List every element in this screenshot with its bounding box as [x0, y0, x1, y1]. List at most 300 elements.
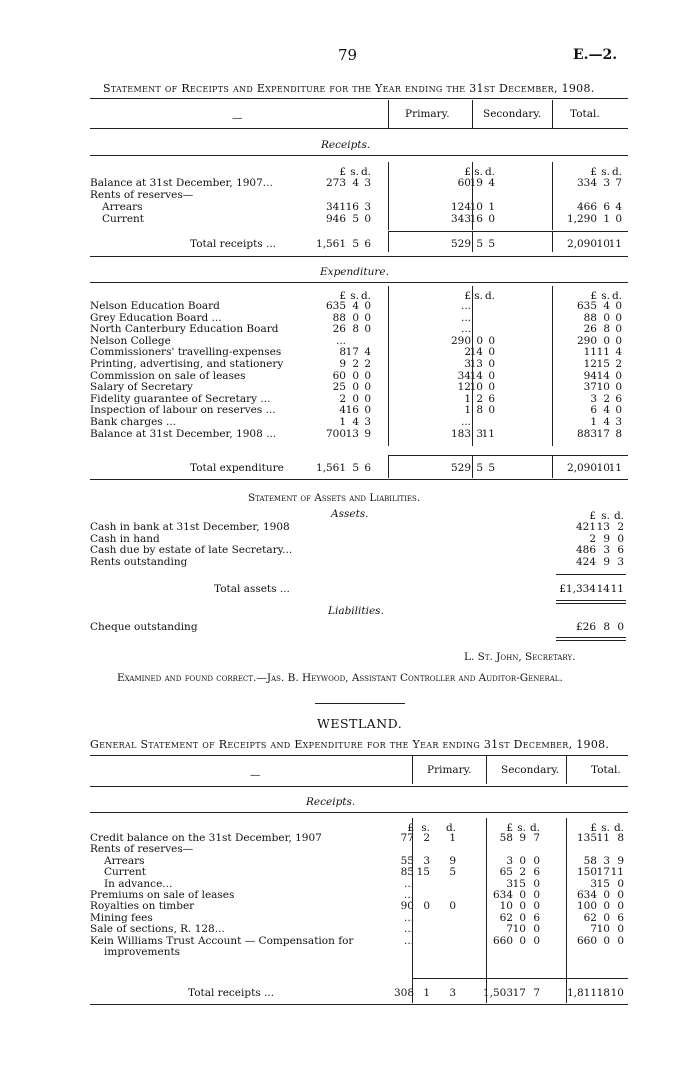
total-pounds: 635	[576, 300, 597, 312]
secondary-pounds: 3	[506, 877, 513, 890]
total-pence: 7	[615, 177, 622, 189]
pound-sign: £	[339, 290, 346, 302]
secondary-shillings: 19	[469, 177, 483, 189]
primary-pounds: 26	[332, 323, 346, 336]
pound-sign: £	[339, 166, 346, 178]
total-pence: 0	[617, 877, 624, 890]
total-receipts-primary-pounds: 1,561	[315, 238, 346, 250]
asset-value-shillings: 9	[603, 555, 610, 568]
secondary-pounds: 65	[499, 866, 513, 879]
total-assets-shillings: 14	[596, 583, 610, 595]
divider	[315, 703, 405, 704]
total-pence: 0	[615, 213, 622, 225]
primary-pounds: ...	[403, 911, 414, 924]
secondary-pounds: 290	[450, 334, 471, 347]
expenditure-label: Grey Education Board ...	[90, 311, 222, 324]
total-pounds: 6	[590, 404, 597, 417]
receipt-label-continued: improvements	[104, 946, 181, 958]
total-pence: 2	[615, 358, 622, 370]
assets-heading: Assets.	[331, 508, 369, 520]
total-pence: 0	[615, 381, 622, 394]
page-number: 79	[338, 46, 358, 64]
pound-sign: £	[590, 822, 597, 834]
secondary-pounds: 660	[492, 934, 513, 947]
total-shillings: 3	[603, 177, 610, 189]
shilling-sign: s.	[474, 290, 483, 302]
total-pence: 4	[615, 201, 622, 213]
secondary-shillings: 0	[519, 900, 526, 913]
primary-pence: 1	[449, 832, 456, 844]
total-pounds: 150	[576, 866, 597, 879]
total-pounds: 1,290	[566, 213, 597, 225]
column-rule	[486, 818, 487, 978]
shilling-sign: s.	[350, 166, 359, 178]
secondary-pence: 0	[533, 934, 540, 947]
secondary-pounds: 1	[464, 392, 471, 405]
expenditure-label: Salary of Secretary	[90, 381, 193, 394]
primary-pence: 0	[364, 404, 371, 417]
column-rule	[552, 162, 553, 230]
total-shillings: 17	[596, 866, 610, 879]
column-head-blank: —	[232, 112, 243, 124]
total-pence: 0	[615, 311, 622, 324]
asset-value-shillings: 13	[596, 521, 610, 533]
pence-sign: d.	[611, 290, 622, 302]
primary-pounds: 4	[339, 404, 346, 417]
primary-pounds: 946	[325, 213, 346, 225]
total-receipts-label: Total receipts ...	[188, 987, 275, 999]
column-rule	[388, 232, 389, 252]
secondary-pence: 0	[533, 923, 540, 936]
primary-pounds: ...	[403, 877, 414, 890]
primary-pounds: 60	[332, 369, 346, 382]
receipt-label: Arrears	[102, 201, 143, 213]
secondary-pounds: 10	[499, 900, 513, 913]
secondary-pence: 0	[488, 404, 495, 417]
total-shillings: 6	[603, 201, 610, 213]
asset-value-shillings: 3	[603, 544, 610, 557]
total-pounds: 58	[583, 854, 597, 867]
primary-pounds: 2	[339, 392, 346, 405]
rule	[90, 786, 628, 787]
section2-title: General Statement of Receipts and Expenditure for the Year ending 31st December, 1908.	[90, 738, 610, 751]
primary-shillings: 5	[352, 213, 359, 225]
total-pence: 0	[615, 323, 622, 336]
secondary-pounds: 34	[457, 369, 471, 382]
secondary-pence: 6	[533, 911, 540, 924]
primary-pounds: ...	[335, 334, 346, 347]
primary-pence: 0	[364, 392, 371, 405]
secondary-shillings: 8	[476, 404, 483, 417]
shilling-sign: s.	[421, 822, 430, 834]
total-expenditure-secondary-pence: 5	[488, 462, 495, 474]
secondary-pence: 0	[533, 877, 540, 890]
pound-sign: £	[464, 166, 471, 178]
total-pounds: 94	[583, 369, 597, 382]
expenditure-label: Commission on sale of leases	[90, 369, 246, 382]
primary-pence: 3	[364, 416, 371, 428]
column-rule	[566, 979, 567, 1003]
secondary-pence: 0	[488, 369, 495, 382]
rule	[556, 574, 626, 575]
secondary-pounds: 60	[457, 177, 471, 189]
liability-value-shillings: 8	[603, 621, 610, 633]
secondary-shillings: 10	[512, 923, 526, 936]
column-rule	[388, 100, 389, 128]
secondary-shillings: 13	[469, 358, 483, 370]
column-rule	[472, 286, 473, 446]
column-rule	[388, 162, 389, 230]
total-pounds: 466	[576, 201, 597, 213]
pence-sign: d.	[484, 166, 495, 178]
secondary-pence: 4	[488, 177, 495, 189]
secondary-pounds: 183	[450, 427, 471, 440]
total-pounds: 3	[590, 877, 597, 890]
receipt-label: Arrears	[104, 854, 145, 867]
shilling-sign: s.	[601, 290, 610, 302]
receipt-label: In advance...	[104, 877, 173, 890]
shilling-sign: s.	[601, 822, 610, 834]
column-head-primary: Primary.	[427, 764, 472, 776]
rule	[90, 1004, 628, 1005]
primary-pounds: 700	[325, 427, 346, 440]
total-receipts-secondary-pounds: 529	[450, 238, 471, 250]
expenditure-heading: Expenditure.	[320, 266, 389, 278]
secondary-pounds: ...	[460, 311, 471, 324]
column-head-total: Total.	[591, 764, 621, 776]
primary-shillings: 0	[352, 381, 359, 394]
expenditure-label: North Canterbury Education Board	[90, 323, 279, 336]
liability-value-pounds: £26	[575, 621, 596, 633]
asset-value-shillings: 9	[603, 532, 610, 545]
total-pence: 0	[617, 934, 624, 947]
total-pounds: 88	[583, 311, 597, 324]
total-pounds: 3	[590, 392, 597, 405]
liabilities-heading: Liabilities.	[328, 605, 384, 617]
primary-shillings: 13	[345, 427, 359, 440]
primary-pence: 2	[364, 358, 371, 370]
rule	[412, 978, 628, 979]
total-pence: 0	[615, 300, 622, 312]
secondary-pence: 0	[488, 346, 495, 359]
primary-pounds: 85	[400, 866, 414, 879]
secondary-pounds: 12	[457, 381, 471, 394]
total-receipts-secondary-pence: 7	[533, 987, 540, 999]
total-receipts-primary-shillings: 5	[352, 238, 359, 250]
total-expenditure-secondary-pounds: 529	[450, 462, 471, 474]
rule	[90, 812, 628, 813]
secondary-pounds: 3	[506, 854, 513, 867]
rule	[556, 637, 626, 638]
total-expenditure-primary-shillings: 5	[352, 462, 359, 474]
liability-value-pence: 0	[617, 621, 624, 633]
primary-pounds: 88	[332, 311, 346, 324]
rule	[90, 128, 628, 129]
primary-shillings: 0	[352, 369, 359, 382]
primary-shillings: 2	[352, 358, 359, 370]
expenditure-label: Inspection of labour on reserves ...	[90, 404, 276, 417]
column-rule	[552, 286, 553, 446]
secondary-pence: 0	[488, 213, 495, 225]
primary-pence: 0	[364, 300, 371, 312]
pound-sign: £	[590, 166, 597, 178]
secondary-pounds: 1	[464, 404, 471, 417]
total-shillings: 10	[596, 381, 610, 394]
primary-pounds: 90	[400, 900, 414, 913]
receipt-label: Kein Williams Trust Account — Compensation for	[90, 934, 354, 947]
receipt-label: Rents of reserves—	[90, 189, 194, 201]
receipt-label: Premiums on sale of leases	[90, 889, 235, 901]
secondary-pounds: ...	[460, 300, 471, 312]
secondary-shillings: 10	[469, 381, 483, 394]
total-expenditure-label: Total expenditure	[190, 462, 284, 474]
rule	[556, 600, 626, 601]
primary-pence: 0	[449, 900, 456, 913]
pound-sign: £	[407, 822, 414, 834]
expenditure-label: Commissioners' travelling-expenses	[90, 346, 282, 359]
column-rule	[388, 286, 389, 446]
primary-shillings: 0	[352, 392, 359, 405]
total-pence: 6	[615, 392, 622, 405]
expenditure-label: Fidelity guarantee of Secretary ...	[90, 392, 271, 405]
asset-label: Cash in hand	[90, 532, 160, 545]
asset-value-pounds: 421	[575, 521, 596, 533]
primary-pence: 0	[364, 213, 371, 225]
document-code: E.—2.	[573, 47, 618, 63]
receipt-label: Credit balance on the 31st December, 1907	[90, 832, 322, 844]
secondary-pence: 0	[488, 381, 495, 394]
primary-pence: 0	[364, 369, 371, 382]
primary-pounds: 635	[325, 300, 346, 312]
primary-pounds: 1	[339, 416, 346, 428]
secondary-pence: 7	[533, 832, 540, 844]
rule	[90, 282, 628, 283]
total-pounds: 1	[590, 416, 597, 428]
total-shillings: 11	[596, 346, 610, 359]
primary-pounds: ...	[403, 923, 414, 936]
secondary-pounds: 634	[492, 889, 513, 901]
pence-sign: d.	[360, 290, 371, 302]
secondary-pounds: 7	[506, 923, 513, 936]
total-receipts-primary-pence: 6	[364, 238, 371, 250]
lsd-sign: s.	[601, 510, 610, 522]
secondary-shillings: 2	[476, 392, 483, 405]
rule	[90, 98, 628, 99]
total-shillings: 0	[603, 311, 610, 324]
total-assets-pence: 11	[610, 583, 624, 595]
total-pounds: 135	[576, 832, 597, 844]
primary-pounds: 9	[339, 358, 346, 370]
primary-pence: 9	[449, 854, 456, 867]
total-receipts-total-pounds: 1,811	[566, 987, 597, 999]
expenditure-label: Nelson Education Board	[90, 300, 220, 312]
pence-sign: d.	[360, 166, 371, 178]
secondary-pence: 0	[533, 854, 540, 867]
secondary-pence: 11	[481, 427, 495, 440]
total-pence: 8	[617, 832, 624, 844]
secondary-shillings: 0	[519, 854, 526, 867]
column-rule	[566, 756, 567, 784]
column-rule	[388, 456, 389, 478]
lsd-sign: d.	[613, 510, 624, 522]
primary-pounds: 55	[400, 854, 414, 867]
column-rule	[486, 979, 487, 1003]
secondary-shillings: 16	[469, 213, 483, 225]
secondary-pounds: ...	[460, 416, 471, 428]
total-shillings: 2	[603, 392, 610, 405]
primary-shillings: 17	[345, 346, 359, 359]
total-pounds: 11	[583, 346, 597, 359]
primary-pounds: 341	[325, 201, 346, 213]
total-shillings: 1	[603, 213, 610, 225]
liability-label: Cheque outstanding	[90, 621, 198, 633]
primary-pounds: 8	[339, 346, 346, 359]
section1-title: Statement of Receipts and Expenditure for the Year ending the 31st December, 1908.	[103, 82, 595, 95]
secondary-pence: 6	[533, 866, 540, 879]
total-shillings: 3	[603, 854, 610, 867]
primary-pounds: ...	[403, 889, 414, 901]
total-pounds: 634	[576, 889, 597, 901]
asset-value-pounds: 424	[575, 555, 596, 568]
total-receipts-total-pence: 11	[608, 238, 622, 250]
column-rule	[472, 456, 473, 478]
primary-shillings: 16	[345, 201, 359, 213]
total-receipts-primary-pence: 3	[449, 987, 456, 999]
receipt-label: Current	[104, 866, 147, 879]
total-shillings: 4	[603, 416, 610, 428]
column-rule	[472, 100, 473, 128]
pound-sign: £	[464, 290, 471, 302]
primary-pounds: 273	[325, 177, 346, 189]
total-pence: 0	[615, 334, 622, 347]
expenditure-label: Nelson College	[90, 334, 171, 347]
primary-shillings: 16	[345, 404, 359, 417]
primary-pence: 3	[364, 201, 371, 213]
receipt-label: Royalties on timber	[90, 900, 195, 913]
total-pence: 0	[617, 923, 624, 936]
shilling-sign: s.	[350, 290, 359, 302]
total-pence: 8	[615, 427, 622, 440]
expenditure-label: Printing, advertising, and stationery	[90, 358, 284, 370]
total-expenditure-total-shillings: 10	[596, 462, 610, 474]
secondary-pounds: 62	[499, 911, 513, 924]
total-pounds: 62	[583, 911, 597, 924]
primary-pounds: ...	[403, 934, 414, 947]
total-receipts-total-pence: 10	[610, 987, 624, 999]
total-shillings: 0	[603, 911, 610, 924]
pence-sign: d.	[445, 822, 456, 834]
column-rule	[552, 100, 553, 128]
asset-value-pence: 6	[617, 544, 624, 557]
total-shillings: 0	[603, 334, 610, 347]
primary-pounds: 77	[400, 832, 414, 844]
total-pence: 4	[615, 346, 622, 359]
pence-sign: d.	[529, 822, 540, 834]
primary-pence: 4	[364, 346, 371, 359]
secretary-signature: L. St. John, Secretary.	[464, 651, 576, 663]
rule	[90, 479, 628, 480]
secondary-shillings: 15	[512, 877, 526, 890]
column-head-total: Total.	[570, 108, 600, 120]
primary-pence: 5	[449, 866, 456, 879]
pence-sign: d.	[613, 822, 624, 834]
column-rule	[566, 818, 567, 978]
total-pence: 0	[615, 404, 622, 417]
total-shillings: 14	[596, 369, 610, 382]
receipts-heading: Receipts.	[306, 796, 356, 808]
total-pounds: 37	[583, 381, 597, 394]
pence-sign: d.	[611, 166, 622, 178]
total-pence: 11	[610, 866, 624, 879]
total-assets-pounds: £1,334	[559, 583, 596, 595]
secondary-pence: 6	[488, 392, 495, 405]
rule	[388, 231, 628, 232]
secondary-pounds: 2	[464, 346, 471, 359]
asset-value-pence: 2	[617, 521, 624, 533]
receipt-label: Mining fees	[90, 911, 153, 924]
total-pence: 3	[615, 416, 622, 428]
primary-shillings: 15	[416, 866, 430, 879]
pound-sign: £	[506, 822, 513, 834]
secondary-pence: 0	[488, 334, 495, 347]
primary-shillings: 0	[352, 311, 359, 324]
primary-pounds: 25	[332, 381, 346, 394]
rule	[90, 256, 628, 257]
total-receipts-secondary-shillings: 5	[476, 238, 483, 250]
primary-pence: 0	[364, 381, 371, 394]
rule	[90, 755, 628, 756]
shilling-sign: s.	[601, 166, 610, 178]
expenditure-label: Bank charges ...	[90, 416, 177, 428]
total-shillings: 15	[596, 877, 610, 890]
total-shillings: 15	[596, 358, 610, 370]
primary-shillings: 0	[423, 900, 430, 913]
secondary-pence: 0	[488, 358, 495, 370]
total-pence: 0	[615, 369, 622, 382]
total-pounds: 290	[576, 334, 597, 347]
secondary-shillings: 0	[519, 934, 526, 947]
secondary-pounds: 343	[450, 213, 471, 225]
primary-pence: 3	[364, 177, 371, 189]
asset-label: Cash in bank at 31st December, 1908	[90, 521, 290, 533]
total-shillings: 4	[603, 300, 610, 312]
secondary-pence: 0	[533, 900, 540, 913]
total-receipts-total-shillings: 10	[596, 238, 610, 250]
column-head-secondary: Secondary.	[501, 764, 560, 776]
rule	[90, 155, 628, 156]
secondary-pounds: 124	[450, 201, 471, 213]
secondary-shillings: 0	[519, 889, 526, 901]
secondary-pence: 1	[488, 201, 495, 213]
receipt-label: Rents of reserves—	[90, 843, 194, 856]
receipt-label: Balance at 31st December, 1907...	[90, 177, 273, 189]
rule	[556, 603, 626, 604]
secondary-pounds: 58	[499, 832, 513, 844]
total-receipts-total-shillings: 18	[596, 987, 610, 999]
auditor-note: Examined and found correct.—Jas. B. Heywood, Assistant Controller and Auditor-General.	[117, 672, 563, 684]
secondary-shillings: 0	[476, 334, 483, 347]
total-receipts-label: Total receipts ...	[190, 238, 277, 250]
asset-value-pounds: 2	[589, 532, 596, 545]
column-head-primary: Primary.	[405, 108, 450, 120]
primary-shillings: 8	[352, 323, 359, 336]
region-title: WESTLAND.	[317, 716, 403, 731]
primary-shillings: 4	[352, 300, 359, 312]
receipt-label: Current	[102, 213, 145, 225]
shilling-sign: s.	[474, 166, 483, 178]
secondary-shillings: 9	[519, 832, 526, 844]
total-shillings: 0	[603, 934, 610, 947]
